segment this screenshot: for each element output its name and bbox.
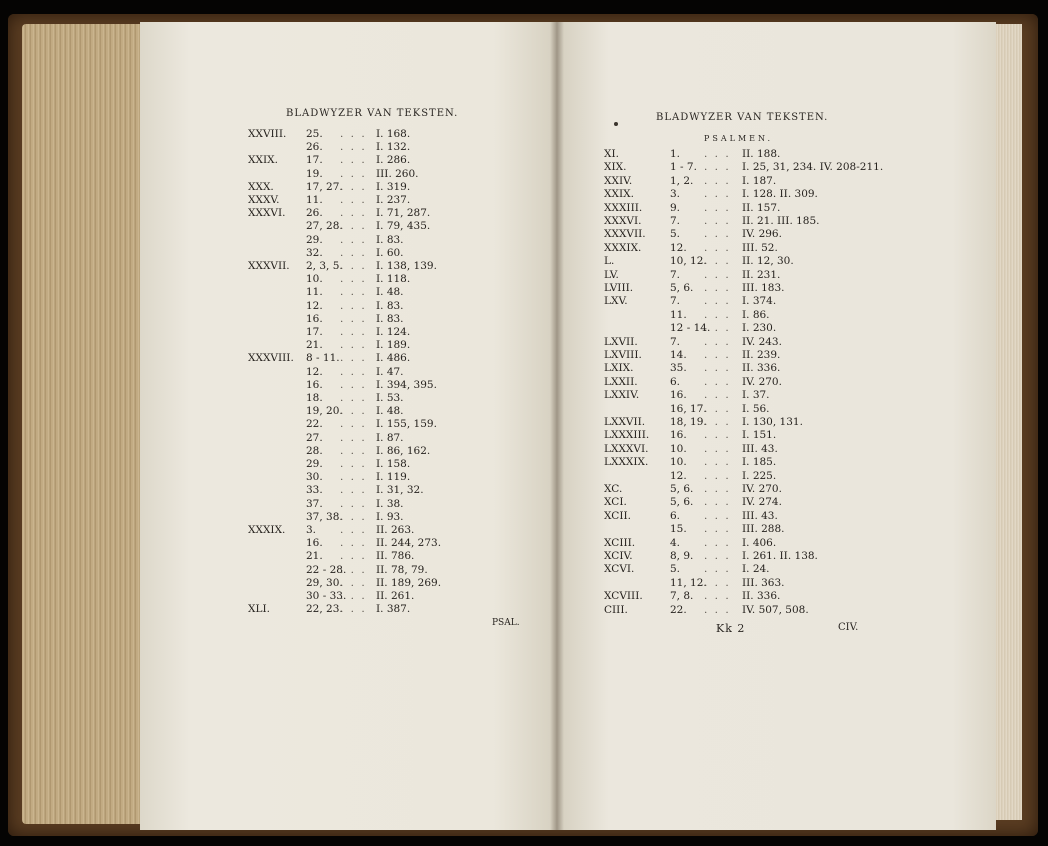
gutter-shadow xyxy=(550,22,564,830)
volume-page-ref: I. 486. xyxy=(376,352,411,365)
leader-dots: . . . xyxy=(340,128,367,140)
leader-dots: . . . xyxy=(340,365,367,378)
volume-page-ref: I. 118. xyxy=(376,273,411,286)
volume-page-ref: IV. 296. xyxy=(742,228,782,241)
chapter-numeral: LV. xyxy=(604,268,619,281)
leader-dots: . . . xyxy=(704,523,731,536)
leader-dots: . . . xyxy=(340,510,367,523)
leader-dots: . . . xyxy=(704,241,731,254)
chapter-numeral: XXXVII. xyxy=(248,260,290,272)
left-running-head: BLADWYZER VAN TEKSTEN. xyxy=(286,108,459,119)
ink-dot xyxy=(614,122,618,126)
volume-page-ref: III. 43. xyxy=(742,442,778,455)
chapter-numeral: LXXIV. xyxy=(604,389,640,402)
verse-number: 35. xyxy=(670,362,687,375)
verse-number: 15. xyxy=(670,523,687,536)
page-edges-left xyxy=(22,24,146,824)
chapter-numeral: XXXVI. xyxy=(604,215,642,227)
leader-dots: . . . xyxy=(340,405,367,418)
volume-page-ref: I. 47. xyxy=(376,365,404,378)
volume-page-ref: II. 261. xyxy=(376,590,415,602)
volume-page-ref: I. 138, 139. xyxy=(376,260,437,272)
chapter-numeral: LXXXIII. xyxy=(604,429,650,442)
volume-page-ref: II. 21. III. 185. xyxy=(742,215,820,227)
leader-dots: . . . xyxy=(340,524,367,536)
leader-dots: . . . xyxy=(340,550,367,563)
volume-page-ref: II. 336. xyxy=(742,362,781,375)
volume-page-ref: III. 288. xyxy=(742,523,785,536)
verse-number: 4. xyxy=(670,536,681,549)
verse-number: 30. xyxy=(306,471,323,484)
volume-page-ref: I. 48. xyxy=(376,405,404,418)
leader-dots: . . . xyxy=(340,273,367,286)
verse-number: 16. xyxy=(306,378,323,391)
verse-number: 10. xyxy=(306,273,323,286)
verse-number: 19, 20. xyxy=(306,405,343,418)
volume-page-ref: I. 24. xyxy=(742,563,770,576)
volume-page-ref: II. 157. xyxy=(742,201,781,214)
chapter-numeral: XCIV. xyxy=(604,550,633,562)
section-title: PSALMEN. xyxy=(704,134,774,143)
volume-page-ref: II. 263. xyxy=(376,524,415,536)
leader-dots: . . . xyxy=(340,154,367,167)
leader-dots: . . . xyxy=(704,148,731,160)
volume-page-ref: I. 25, 31, 234. IV. 208-211. xyxy=(742,161,884,174)
verse-number: 9. xyxy=(670,201,681,214)
verse-number: 5. xyxy=(670,228,681,241)
leader-dots: . . . xyxy=(704,268,731,281)
chapter-numeral: XXXIII. xyxy=(604,201,643,214)
volume-page-ref: II. 244, 273. xyxy=(376,537,442,550)
volume-page-ref: I. 261. II. 138. xyxy=(742,550,818,562)
leader-dots: . . . xyxy=(340,180,367,193)
volume-page-ref: I. 394, 395. xyxy=(376,378,437,391)
leader-dots: . . . xyxy=(704,442,731,455)
verse-number: 7. xyxy=(670,335,681,348)
leader-dots: . . . xyxy=(340,576,367,589)
verse-number: 11. xyxy=(306,194,323,206)
chapter-numeral: XCVIII. xyxy=(604,590,643,603)
verse-number: 27, 28. xyxy=(306,220,343,233)
verse-number: 12. xyxy=(306,365,323,378)
volume-page-ref: I. 38. xyxy=(376,497,404,510)
volume-page-ref: III. 183. xyxy=(742,282,785,294)
leader-dots: . . . xyxy=(704,188,731,201)
chapter-numeral: LXXXVI. xyxy=(604,442,649,455)
verse-number: 12 - 14. xyxy=(670,322,711,335)
chapter-numeral: XCII. xyxy=(604,509,631,522)
verse-number: 32. xyxy=(306,246,323,259)
volume-page-ref: III. 260. xyxy=(376,167,419,180)
volume-page-ref: II. 188. xyxy=(742,148,781,160)
verse-number: 12. xyxy=(670,241,687,254)
verse-number: 29. xyxy=(306,233,323,246)
leader-dots: . . . xyxy=(704,469,731,482)
verse-number: 12. xyxy=(306,299,323,312)
leader-dots: . . . xyxy=(340,484,367,497)
leader-dots: . . . xyxy=(340,326,367,338)
verse-number: 16. xyxy=(306,312,323,325)
volume-page-ref: I. 124. xyxy=(376,326,411,338)
verse-number: 16. xyxy=(670,389,687,402)
left-catchword: PSAL. xyxy=(492,618,520,628)
leader-dots: . . . xyxy=(340,246,367,259)
volume-page-ref: I. 189. xyxy=(376,339,411,352)
verse-number: 11. xyxy=(306,286,323,299)
leader-dots: . . . xyxy=(340,194,367,206)
leader-dots: . . . xyxy=(340,207,367,220)
verse-number: 22 - 28. xyxy=(306,563,347,576)
leader-dots: . . . xyxy=(704,576,731,589)
chapter-numeral: XI. xyxy=(604,148,619,160)
volume-page-ref: IV. 270. xyxy=(742,375,782,388)
verse-number: 11, 12. xyxy=(670,576,707,589)
verse-number: 2, 3, 5. xyxy=(306,260,343,272)
right-catchword: CIV. xyxy=(838,622,859,633)
verse-number: 22, 23. xyxy=(306,603,343,616)
volume-page-ref: III. 363. xyxy=(742,576,785,589)
volume-page-ref: III. 43. xyxy=(742,509,778,522)
verse-number: 17. xyxy=(306,154,323,167)
leader-dots: . . . xyxy=(704,349,731,361)
verse-number: 5, 6. xyxy=(670,483,694,495)
chapter-numeral: XLI. xyxy=(248,603,270,616)
leader-dots: . . . xyxy=(704,603,731,616)
leader-dots: . . . xyxy=(340,471,367,484)
verse-number: 17. xyxy=(306,326,323,338)
chapter-numeral: LXIX. xyxy=(604,362,634,375)
chapter-numeral: LXXXIX. xyxy=(604,456,649,469)
verse-number: 29. xyxy=(306,458,323,470)
leader-dots: . . . xyxy=(704,228,731,241)
chapter-numeral: XXX. xyxy=(248,180,274,193)
volume-page-ref: II. 336. xyxy=(742,590,781,603)
leader-dots: . . . xyxy=(340,444,367,457)
verse-number: 37. xyxy=(306,497,323,510)
leader-dots: . . . xyxy=(704,255,731,268)
volume-page-ref: I. 374. xyxy=(742,295,777,308)
chapter-numeral: XC. xyxy=(604,483,623,495)
verse-number: 1, 2. xyxy=(670,174,694,187)
leader-dots: . . . xyxy=(340,590,367,602)
leader-dots: . . . xyxy=(704,335,731,348)
leader-dots: . . . xyxy=(340,312,367,325)
verse-number: 10. xyxy=(670,442,687,455)
volume-page-ref: I. 37. xyxy=(742,389,770,402)
verse-number: 6. xyxy=(670,375,681,388)
verse-number: 17, 27. xyxy=(306,180,343,193)
chapter-numeral: XXIX. xyxy=(604,188,634,201)
volume-page-ref: I. 168. xyxy=(376,128,411,140)
volume-page-ref: I. 158. xyxy=(376,458,411,470)
verse-number: 11. xyxy=(670,308,687,321)
verse-number: 22. xyxy=(670,603,687,616)
chapter-numeral: XXIV. xyxy=(604,174,633,187)
verse-number: 1. xyxy=(670,148,681,160)
leader-dots: . . . xyxy=(340,431,367,444)
verse-number: 7, 8. xyxy=(670,590,694,603)
verse-number: 29, 30. xyxy=(306,576,343,589)
chapter-numeral: XXXVII. xyxy=(604,228,646,241)
volume-page-ref: I. 230. xyxy=(742,322,777,335)
volume-page-ref: I. 130, 131. xyxy=(742,416,803,428)
volume-page-ref: I. 79, 435. xyxy=(376,220,431,233)
leader-dots: . . . xyxy=(704,362,731,375)
verse-number: 7. xyxy=(670,295,681,308)
verse-number: 7. xyxy=(670,268,681,281)
leader-dots: . . . xyxy=(704,322,731,335)
chapter-numeral: LXVIII. xyxy=(604,349,642,361)
volume-page-ref: I. 48. xyxy=(376,286,404,299)
verse-number: 18, 19. xyxy=(670,416,707,428)
verse-number: 26. xyxy=(306,141,323,154)
verse-number: 33. xyxy=(306,484,323,497)
volume-page-ref: I. 151. xyxy=(742,429,777,442)
chapter-numeral: CIII. xyxy=(604,603,628,616)
leader-dots: . . . xyxy=(340,260,367,272)
leader-dots: . . . xyxy=(340,220,367,233)
verse-number: 30 - 33. xyxy=(306,590,347,602)
chapter-numeral: XXXIX. xyxy=(604,241,642,254)
volume-page-ref: I. 387. xyxy=(376,603,411,616)
leader-dots: . . . xyxy=(704,496,731,509)
chapter-numeral: XIX. xyxy=(604,161,627,174)
leader-dots: . . . xyxy=(704,483,731,495)
verse-number: 5, 6. xyxy=(670,282,694,294)
leader-dots: . . . xyxy=(704,456,731,469)
volume-page-ref: II. 12, 30. xyxy=(742,255,794,268)
verse-number: 16. xyxy=(670,429,687,442)
volume-page-ref: I. 83. xyxy=(376,233,404,246)
leader-dots: . . . xyxy=(704,590,731,603)
volume-page-ref: I. 119. xyxy=(376,471,411,484)
volume-page-ref: I. 56. xyxy=(742,402,770,415)
volume-page-ref: IV. 274. xyxy=(742,496,782,509)
chapter-numeral: LXXVII. xyxy=(604,416,646,428)
verse-number: 6. xyxy=(670,509,681,522)
leader-dots: . . . xyxy=(340,458,367,470)
leader-dots: . . . xyxy=(340,603,367,616)
leader-dots: . . . xyxy=(704,550,731,562)
verse-number: 25. xyxy=(306,128,323,140)
left-page xyxy=(140,22,556,830)
volume-page-ref: II. 231. xyxy=(742,268,781,281)
volume-page-ref: I. 83. xyxy=(376,299,404,312)
verse-number: 27. xyxy=(306,431,323,444)
leader-dots: . . . xyxy=(704,536,731,549)
volume-page-ref: I. 237. xyxy=(376,194,411,206)
volume-page-ref: I. 187. xyxy=(742,174,777,187)
leader-dots: . . . xyxy=(704,402,731,415)
chapter-numeral: LXV. xyxy=(604,295,628,308)
verse-number: 5, 6. xyxy=(670,496,694,509)
volume-page-ref: I. 155, 159. xyxy=(376,418,437,431)
volume-page-ref: I. 86, 162. xyxy=(376,444,431,457)
volume-page-ref: II. 786. xyxy=(376,550,415,563)
volume-page-ref: I. 128. II. 309. xyxy=(742,188,818,201)
leader-dots: . . . xyxy=(704,563,731,576)
volume-page-ref: II. 189, 269. xyxy=(376,576,442,589)
verse-number: 7. xyxy=(670,215,681,227)
volume-page-ref: IV. 270. xyxy=(742,483,782,495)
leader-dots: . . . xyxy=(340,378,367,391)
verse-number: 8, 9. xyxy=(670,550,694,562)
volume-page-ref: I. 87. xyxy=(376,431,404,444)
signature-mark: Kk 2 xyxy=(716,622,746,635)
leader-dots: . . . xyxy=(704,308,731,321)
chapter-numeral: XXXV. xyxy=(248,194,280,206)
verse-number: 22. xyxy=(306,418,323,431)
chapter-numeral: LXXII. xyxy=(604,375,638,388)
verse-number: 18. xyxy=(306,392,323,404)
leader-dots: . . . xyxy=(340,352,367,365)
volume-page-ref: I. 53. xyxy=(376,392,404,404)
verse-number: 3. xyxy=(306,524,317,536)
leader-dots: . . . xyxy=(340,141,367,154)
verse-number: 12. xyxy=(670,469,687,482)
leader-dots: . . . xyxy=(704,429,731,442)
leader-dots: . . . xyxy=(340,339,367,352)
verse-number: 28. xyxy=(306,444,323,457)
leader-dots: . . . xyxy=(340,497,367,510)
volume-page-ref: IV. 507, 508. xyxy=(742,603,809,616)
chapter-numeral: XXXVIII. xyxy=(248,352,294,365)
chapter-numeral: XXVIII. xyxy=(248,128,287,140)
chapter-numeral: L. xyxy=(604,255,615,268)
leader-dots: . . . xyxy=(340,537,367,550)
verse-number: 14. xyxy=(670,349,687,361)
volume-page-ref: I. 132. xyxy=(376,141,411,154)
right-running-head: BLADWYZER VAN TEKSTEN. xyxy=(656,112,829,123)
verse-number: 3. xyxy=(670,188,681,201)
verse-number: 10, 12. xyxy=(670,255,707,268)
volume-page-ref: I. 185. xyxy=(742,456,777,469)
volume-page-ref: I. 31, 32. xyxy=(376,484,424,497)
volume-page-ref: I. 71, 287. xyxy=(376,207,431,220)
volume-page-ref: I. 286. xyxy=(376,154,411,167)
leader-dots: . . . xyxy=(340,167,367,180)
verse-number: 10. xyxy=(670,456,687,469)
verse-number: 21. xyxy=(306,550,323,563)
leader-dots: . . . xyxy=(704,509,731,522)
verse-number: 16. xyxy=(306,537,323,550)
chapter-numeral: XXIX. xyxy=(248,154,278,167)
leader-dots: . . . xyxy=(340,286,367,299)
leader-dots: . . . xyxy=(704,295,731,308)
volume-page-ref: II. 239. xyxy=(742,349,781,361)
leader-dots: . . . xyxy=(340,418,367,431)
volume-page-ref: I. 406. xyxy=(742,536,777,549)
chapter-numeral: XCI. xyxy=(604,496,627,509)
verse-number: 19. xyxy=(306,167,323,180)
leader-dots: . . . xyxy=(340,563,367,576)
leader-dots: . . . xyxy=(704,375,731,388)
volume-page-ref: I. 225. xyxy=(742,469,777,482)
chapter-numeral: XCIII. xyxy=(604,536,636,549)
volume-page-ref: I. 86. xyxy=(742,308,770,321)
verse-number: 21. xyxy=(306,339,323,352)
chapter-numeral: XXXIX. xyxy=(248,524,286,536)
chapter-numeral: XXXVI. xyxy=(248,207,286,220)
right-page xyxy=(556,22,996,830)
chapter-numeral: XCVI. xyxy=(604,563,635,576)
leader-dots: . . . xyxy=(340,392,367,404)
verse-number: 1 - 7. xyxy=(670,161,697,174)
verse-number: 37, 38. xyxy=(306,510,343,523)
chapter-numeral: LXVII. xyxy=(604,335,638,348)
leader-dots: . . . xyxy=(340,299,367,312)
leader-dots: . . . xyxy=(704,215,731,227)
verse-number: 26. xyxy=(306,207,323,220)
leader-dots: . . . xyxy=(704,201,731,214)
leader-dots: . . . xyxy=(704,416,731,428)
volume-page-ref: I. 93. xyxy=(376,510,404,523)
leader-dots: . . . xyxy=(340,233,367,246)
verse-number: 16, 17. xyxy=(670,402,707,415)
volume-page-ref: III. 52. xyxy=(742,241,778,254)
volume-page-ref: I. 83. xyxy=(376,312,404,325)
volume-page-ref: I. 60. xyxy=(376,246,404,259)
volume-page-ref: I. 319. xyxy=(376,180,411,193)
leader-dots: . . . xyxy=(704,161,731,174)
verse-number: 5. xyxy=(670,563,681,576)
leader-dots: . . . xyxy=(704,174,731,187)
verse-number: 8 - 11. xyxy=(306,352,340,365)
leader-dots: . . . xyxy=(704,389,731,402)
volume-page-ref: IV. 243. xyxy=(742,335,782,348)
leader-dots: . . . xyxy=(704,282,731,294)
chapter-numeral: LVIII. xyxy=(604,282,634,294)
volume-page-ref: II. 78, 79. xyxy=(376,563,428,576)
